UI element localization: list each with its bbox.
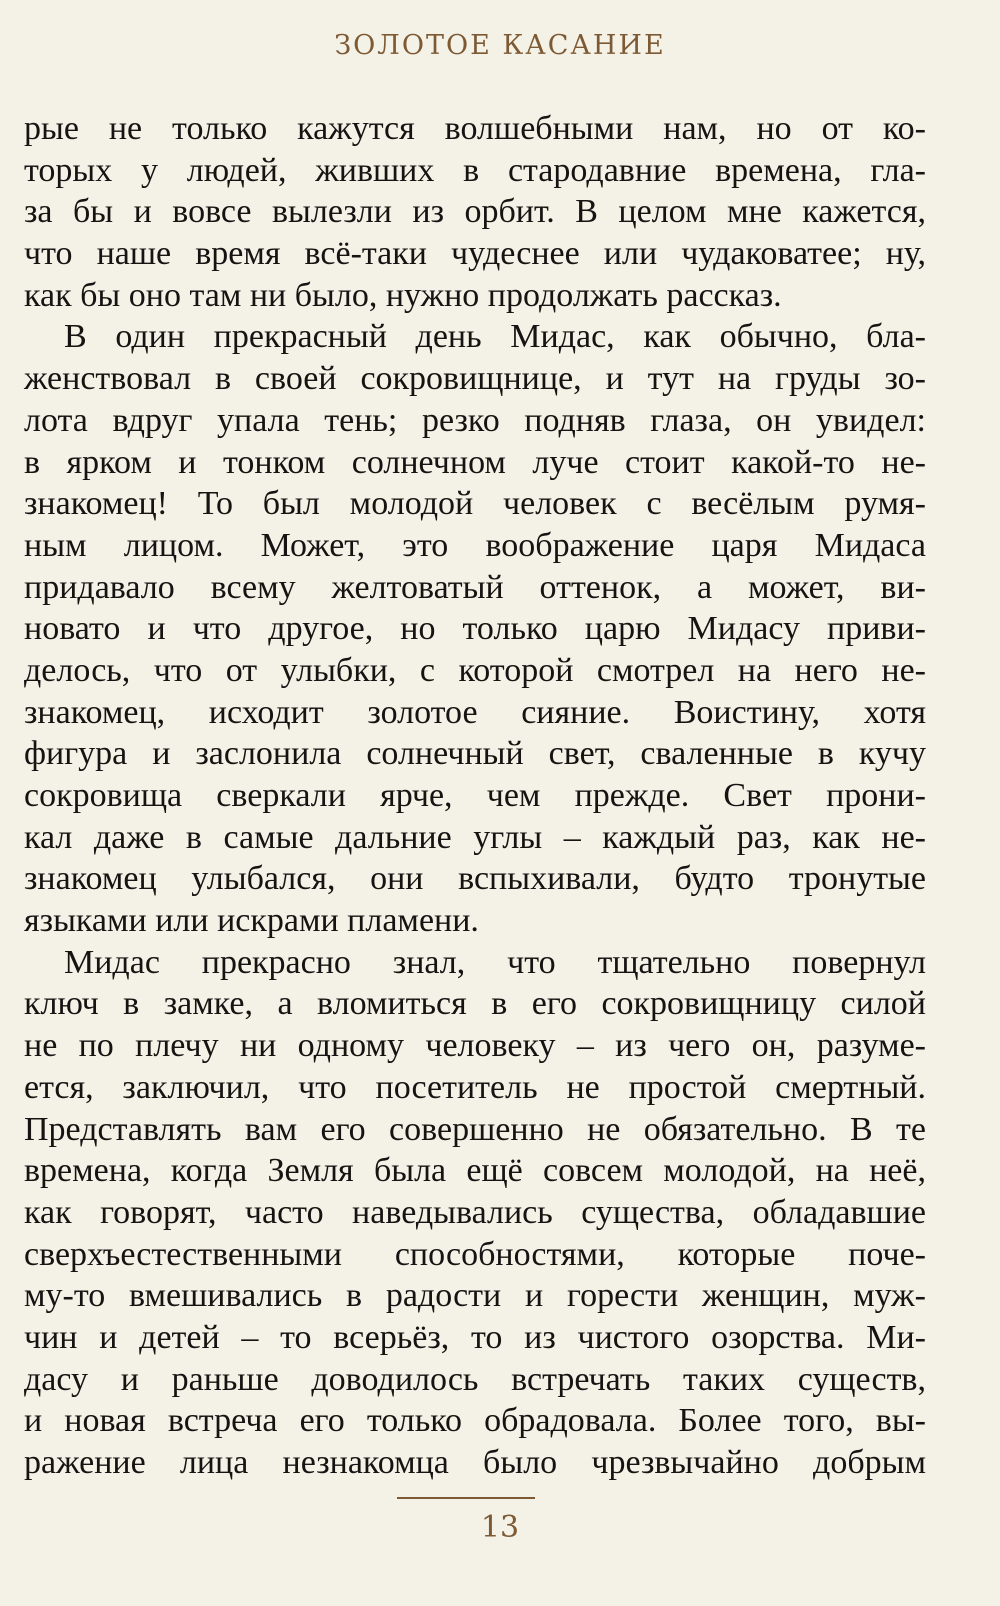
text-line: ражение лица незнакомца было чрезвычайно добрым bbox=[24, 1444, 926, 1481]
text-line: ется, заключил, что посетитель не простой смертный. bbox=[24, 1068, 926, 1106]
text-line: ключ в замке, а вломиться в его сокровищницу силой bbox=[24, 985, 926, 1023]
text-line: дасу и раньше доводилось встречать таких существ, bbox=[24, 1360, 926, 1398]
text-line: сверхъестественными способностями, которые поче- bbox=[24, 1235, 926, 1273]
text-line: кал даже в самые дальние углы – каждый раз, как не- bbox=[24, 818, 926, 856]
text-line: сокровища сверкали ярче, чем прежде. Свет прони- bbox=[24, 777, 926, 814]
text-line: делось, что от улыбки, с которой смотрел на него не- bbox=[24, 651, 926, 689]
folio-rule bbox=[397, 1497, 535, 1499]
text-line: не по плечу ни одному человеку – из чего он, разуме- bbox=[24, 1027, 926, 1065]
text-line: придавало всему желтоватый оттенок, а может, ви- bbox=[24, 568, 926, 606]
text-line: Мидас прекрасно знал, что тщательно повернул bbox=[64, 943, 926, 981]
text-line: как говорят, часто наведывались существа, обладавшие bbox=[24, 1193, 926, 1231]
text-line: му-то вмешивались в радости и горести женщин, муж- bbox=[24, 1277, 926, 1315]
body-text bbox=[24, 108, 926, 1484]
text-line: знакомец улыбался, они вспыхивали, будто тронутые bbox=[24, 860, 926, 898]
text-line: ным лицом. Может, это воображение царя Мидаса bbox=[24, 526, 926, 564]
running-head: ЗОЛОТОЕ КАСАНИЕ bbox=[334, 30, 666, 61]
text-line: языками или искрами пламени. bbox=[24, 902, 479, 940]
text-line: В один прекрасный день Мидас, как обычно, бла- bbox=[64, 318, 926, 356]
text-line: фигура и заслонила солнечный свет, сваленные в кучу bbox=[24, 735, 926, 773]
text-line: знакомец, исходит золотое сияние. Воистину, хотя bbox=[24, 693, 926, 731]
text-line: времена, когда Земля была ещё совсем молодой, на неё, bbox=[24, 1152, 926, 1190]
text-line: Представлять вам его совершенно не обязательно. В те bbox=[24, 1110, 926, 1148]
text-line: и новая встреча его только обрадовала. Более того, вы- bbox=[24, 1402, 926, 1440]
text-line: женствовал в своей сокровищнице, и тут на груды зо- bbox=[24, 360, 926, 398]
text-line: рые не только кажутся волшебными нам, но от ко- bbox=[24, 110, 926, 147]
text-line: за бы и вовсе вылезли из орбит. В целом мне кажется, bbox=[24, 193, 926, 231]
text-line: торых у людей, живших в стародавние времена, гла- bbox=[24, 151, 926, 189]
text-line: лота вдруг упала тень; резко подняв глаза, он увидел: bbox=[24, 401, 926, 439]
text-line: что наше время всё-таки чудеснее или чудаковатее; ну, bbox=[24, 235, 926, 273]
text-line: чин и детей – то всерьёз, то из чистого озорства. Ми- bbox=[24, 1318, 926, 1356]
text-line: в ярком и тонком солнечном луче стоит какой-то не- bbox=[24, 443, 926, 481]
text-line: как бы оно там ни было, нужно продолжать рассказ. bbox=[24, 276, 782, 314]
text-line: новато и что другое, но только царю Мидасу приви- bbox=[24, 610, 926, 648]
text-line: знакомец! То был молодой человек с весёлым румя- bbox=[24, 485, 926, 523]
page-number: 13 bbox=[480, 1510, 520, 1545]
